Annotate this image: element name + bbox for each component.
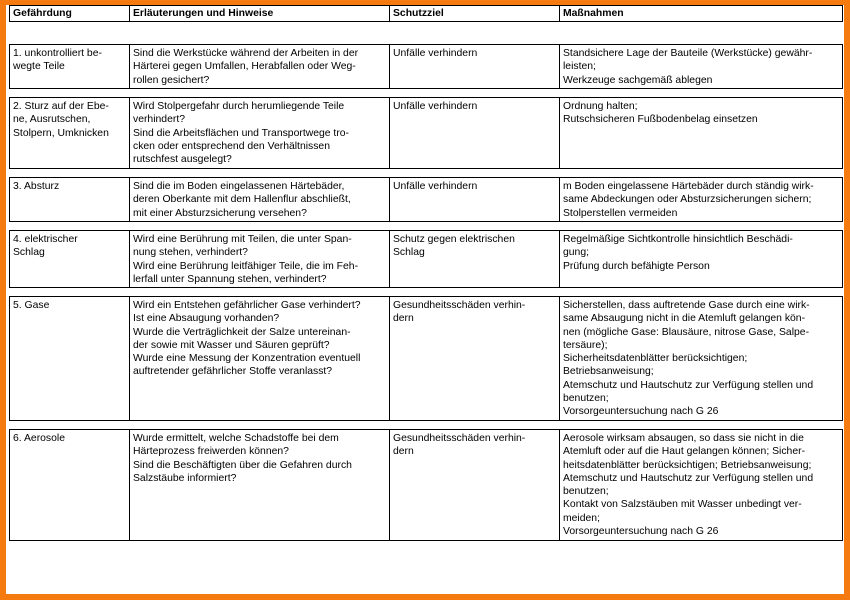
notes-cell bbox=[130, 297, 390, 421]
notes-cell bbox=[130, 178, 390, 222]
measures-line: Werkzeuge sachgemäß ablegen bbox=[563, 74, 713, 86]
measures-line: same Abdeckungen oder Absturzsicherungen sichern; bbox=[563, 194, 812, 206]
hazard-line: Schlag bbox=[13, 247, 45, 259]
measures-line: Sicherstellen, dass auftretende Gase durch eine wirk- bbox=[563, 300, 810, 311]
measures-line: Atemschutz und Hautschutz zur Verfügung stellen und bbox=[563, 472, 814, 484]
notes-cell bbox=[130, 45, 390, 89]
notes-line: rutschfest ausgelegt? bbox=[133, 154, 232, 166]
notes-line: rollen gesichert? bbox=[133, 74, 210, 86]
notes-line: Sind die Arbeitsflächen und Transportwege tro- bbox=[133, 127, 350, 139]
table-header-row bbox=[10, 6, 843, 22]
notes-line: verhindert? bbox=[133, 114, 185, 126]
notes-cell bbox=[130, 430, 390, 541]
header-notes: Erläuterungen und Hinweise bbox=[130, 6, 390, 22]
goal-line: Gesundheitsschäden verhin- bbox=[393, 300, 526, 311]
goal-cell bbox=[390, 98, 560, 169]
row-spacer bbox=[10, 288, 843, 297]
notes-line: deren Oberkante mit dem Hallenflur abschließt, bbox=[133, 194, 351, 206]
row-spacer-cell bbox=[10, 288, 843, 297]
row-spacer bbox=[10, 421, 843, 430]
measures-cell bbox=[560, 45, 843, 89]
notes-line: der sowie mit Wasser und Säuren geprüft? bbox=[133, 339, 330, 351]
hazard-line: 1. unkontrolliert be- bbox=[13, 48, 102, 59]
header-goal: Schutzziel bbox=[390, 6, 560, 22]
notes-line: cken oder entsprechend den Verhältnissen bbox=[133, 140, 330, 152]
measures-cell bbox=[560, 297, 843, 421]
document-page bbox=[6, 5, 844, 594]
row-spacer bbox=[10, 222, 843, 231]
measures-line: meiden; bbox=[563, 512, 600, 524]
notes-line: lerfall unter Spannung stehen, verhindert? bbox=[133, 273, 327, 285]
notes-line: Wird Stolpergefahr durch herumliegende Teile bbox=[133, 101, 345, 112]
notes-line: Wurde die Verträglichkeit der Salze untereinan- bbox=[133, 326, 351, 338]
goal-line: Unfälle verhindern bbox=[393, 101, 478, 112]
measures-line: gung; bbox=[563, 247, 590, 259]
measures-line: same Absaugung nicht in die Atemluft gelangen kön- bbox=[563, 313, 806, 325]
notes-line: Wurde ermittelt, welche Schadstoffe bei dem bbox=[133, 433, 339, 444]
hazard-line: ne, Ausrutschen, bbox=[13, 114, 91, 126]
measures-line: Atemschutz und Hautschutz zur Verfügung stellen und bbox=[563, 379, 814, 391]
row-spacer-cell bbox=[10, 22, 843, 45]
notes-cell bbox=[130, 98, 390, 169]
goal-line: Schutz gegen elektrischen bbox=[393, 234, 515, 245]
measures-line: Sicherheitsdatenblätter berücksichtigen; bbox=[563, 353, 748, 365]
goal-cell bbox=[390, 178, 560, 222]
measures-line: Betriebsanweisung; bbox=[563, 366, 654, 378]
hazard-cell bbox=[10, 45, 130, 89]
measures-line: Kontakt von Salzstäuben mit Wasser unbedingt ver- bbox=[563, 499, 802, 511]
notes-line: Sind die im Boden eingelassenen Härtebäder, bbox=[133, 181, 345, 192]
hazard-line: 2. Sturz auf der Ebe- bbox=[13, 101, 109, 112]
notes-line: Sind die Werkstücke während der Arbeiten in der bbox=[133, 48, 359, 59]
hazard-line: 6. Aerosole bbox=[13, 433, 65, 444]
measures-cell bbox=[560, 98, 843, 169]
goal-cell bbox=[390, 231, 560, 288]
measures-line: Rutschsicheren Fußbodenbelag einsetzen bbox=[563, 114, 758, 126]
table-row bbox=[10, 231, 843, 288]
row-spacer-cell bbox=[10, 421, 843, 430]
measures-line: tersäure); bbox=[563, 339, 608, 351]
measures-line: heitsdatenblätter berücksichtigen; Betriebsanweisung; bbox=[563, 459, 812, 471]
notes-line: Wird eine Berührung leitfähiger Teile, die im Feh- bbox=[133, 260, 359, 272]
goal-line: Unfälle verhindern bbox=[393, 48, 478, 59]
measures-line: benutzen; bbox=[563, 486, 609, 498]
table-row bbox=[10, 45, 843, 89]
measures-line: benutzen; bbox=[563, 393, 609, 405]
hazard-cell bbox=[10, 178, 130, 222]
notes-line: Ist eine Absaugung vorhanden? bbox=[133, 313, 280, 325]
table-row bbox=[10, 297, 843, 421]
notes-line: Salzstäube informiert? bbox=[133, 472, 237, 484]
row-spacer bbox=[10, 22, 843, 45]
notes-line: Wird ein Entstehen gefährlicher Gase verhindert? bbox=[133, 300, 361, 311]
measures-line: Vorsorgeuntersuchung nach G 26 bbox=[563, 406, 719, 418]
measures-line: leisten; bbox=[563, 61, 596, 73]
notes-line: Wird eine Berührung mit Teilen, die unter Span- bbox=[133, 234, 352, 245]
hazard-cell bbox=[10, 430, 130, 541]
measures-cell bbox=[560, 430, 843, 541]
table-row bbox=[10, 430, 843, 541]
hazard-cell bbox=[10, 297, 130, 421]
row-spacer bbox=[10, 89, 843, 98]
goal-line: Gesundheitsschäden verhin- bbox=[393, 433, 526, 444]
notes-line: Sind die Beschäftigten über die Gefahren durch bbox=[133, 459, 352, 471]
goal-line: dern bbox=[393, 446, 414, 458]
goal-cell bbox=[390, 297, 560, 421]
notes-cell bbox=[130, 231, 390, 288]
hazard-table bbox=[9, 5, 843, 541]
row-spacer bbox=[10, 169, 843, 178]
measures-line: Regelmäßige Sichtkontrolle hinsichtlich Beschädi- bbox=[563, 234, 793, 245]
header-measures: Maßnahmen bbox=[560, 6, 843, 22]
measures-cell bbox=[560, 178, 843, 222]
notes-line: mit einer Absturzsicherung versehen? bbox=[133, 207, 307, 219]
notes-line: Härteprozess freiwerden können? bbox=[133, 446, 289, 458]
header-hazard: Gefährdung bbox=[10, 6, 130, 22]
hazard-line: Stolpern, Umknicken bbox=[13, 127, 109, 139]
hazard-line: 3. Absturz bbox=[13, 181, 60, 192]
goal-line: Schlag bbox=[393, 247, 425, 259]
measures-line: Atemluft oder auf die Haut gelangen können; Sicher- bbox=[563, 446, 806, 458]
goal-cell bbox=[390, 45, 560, 89]
row-spacer-cell bbox=[10, 169, 843, 178]
measures-line: Prüfung durch befähigte Person bbox=[563, 260, 710, 272]
measures-line: Vorsorgeuntersuchung nach G 26 bbox=[563, 526, 719, 538]
hazard-line: 4. elektrischer bbox=[13, 234, 78, 245]
notes-line: Härterei gegen Umfallen, Herabfallen oder Weg- bbox=[133, 61, 356, 73]
hazard-cell bbox=[10, 98, 130, 169]
measures-line: m Boden eingelassene Härtebäder durch ständig wirk- bbox=[563, 181, 814, 192]
hazard-line: 5. Gase bbox=[13, 300, 50, 311]
notes-line: nung stehen, verhindert? bbox=[133, 247, 248, 259]
goal-cell bbox=[390, 430, 560, 541]
hazard-cell bbox=[10, 231, 130, 288]
hazard-line: wegte Teile bbox=[13, 61, 65, 73]
goal-line: dern bbox=[393, 313, 414, 325]
measures-line: Stolperstellen vermeiden bbox=[563, 207, 678, 219]
measures-cell bbox=[560, 231, 843, 288]
measures-line: nen (mögliche Gase: Blausäure, nitrose Gase, Salpe- bbox=[563, 326, 810, 338]
goal-line: Unfälle verhindern bbox=[393, 181, 478, 192]
table-row bbox=[10, 98, 843, 169]
table-row bbox=[10, 178, 843, 222]
measures-line: Aerosole wirksam absaugen, so dass sie nicht in die bbox=[563, 433, 804, 444]
measures-line: Ordnung halten; bbox=[563, 101, 638, 112]
notes-line: Wurde eine Messung der Konzentration eventuell bbox=[133, 353, 361, 365]
row-spacer-cell bbox=[10, 222, 843, 231]
row-spacer-cell bbox=[10, 89, 843, 98]
notes-line: auftretender gefährlicher Stoffe veranlasst? bbox=[133, 366, 333, 378]
measures-line: Standsichere Lage der Bauteile (Werkstücke) gewähr- bbox=[563, 48, 813, 59]
